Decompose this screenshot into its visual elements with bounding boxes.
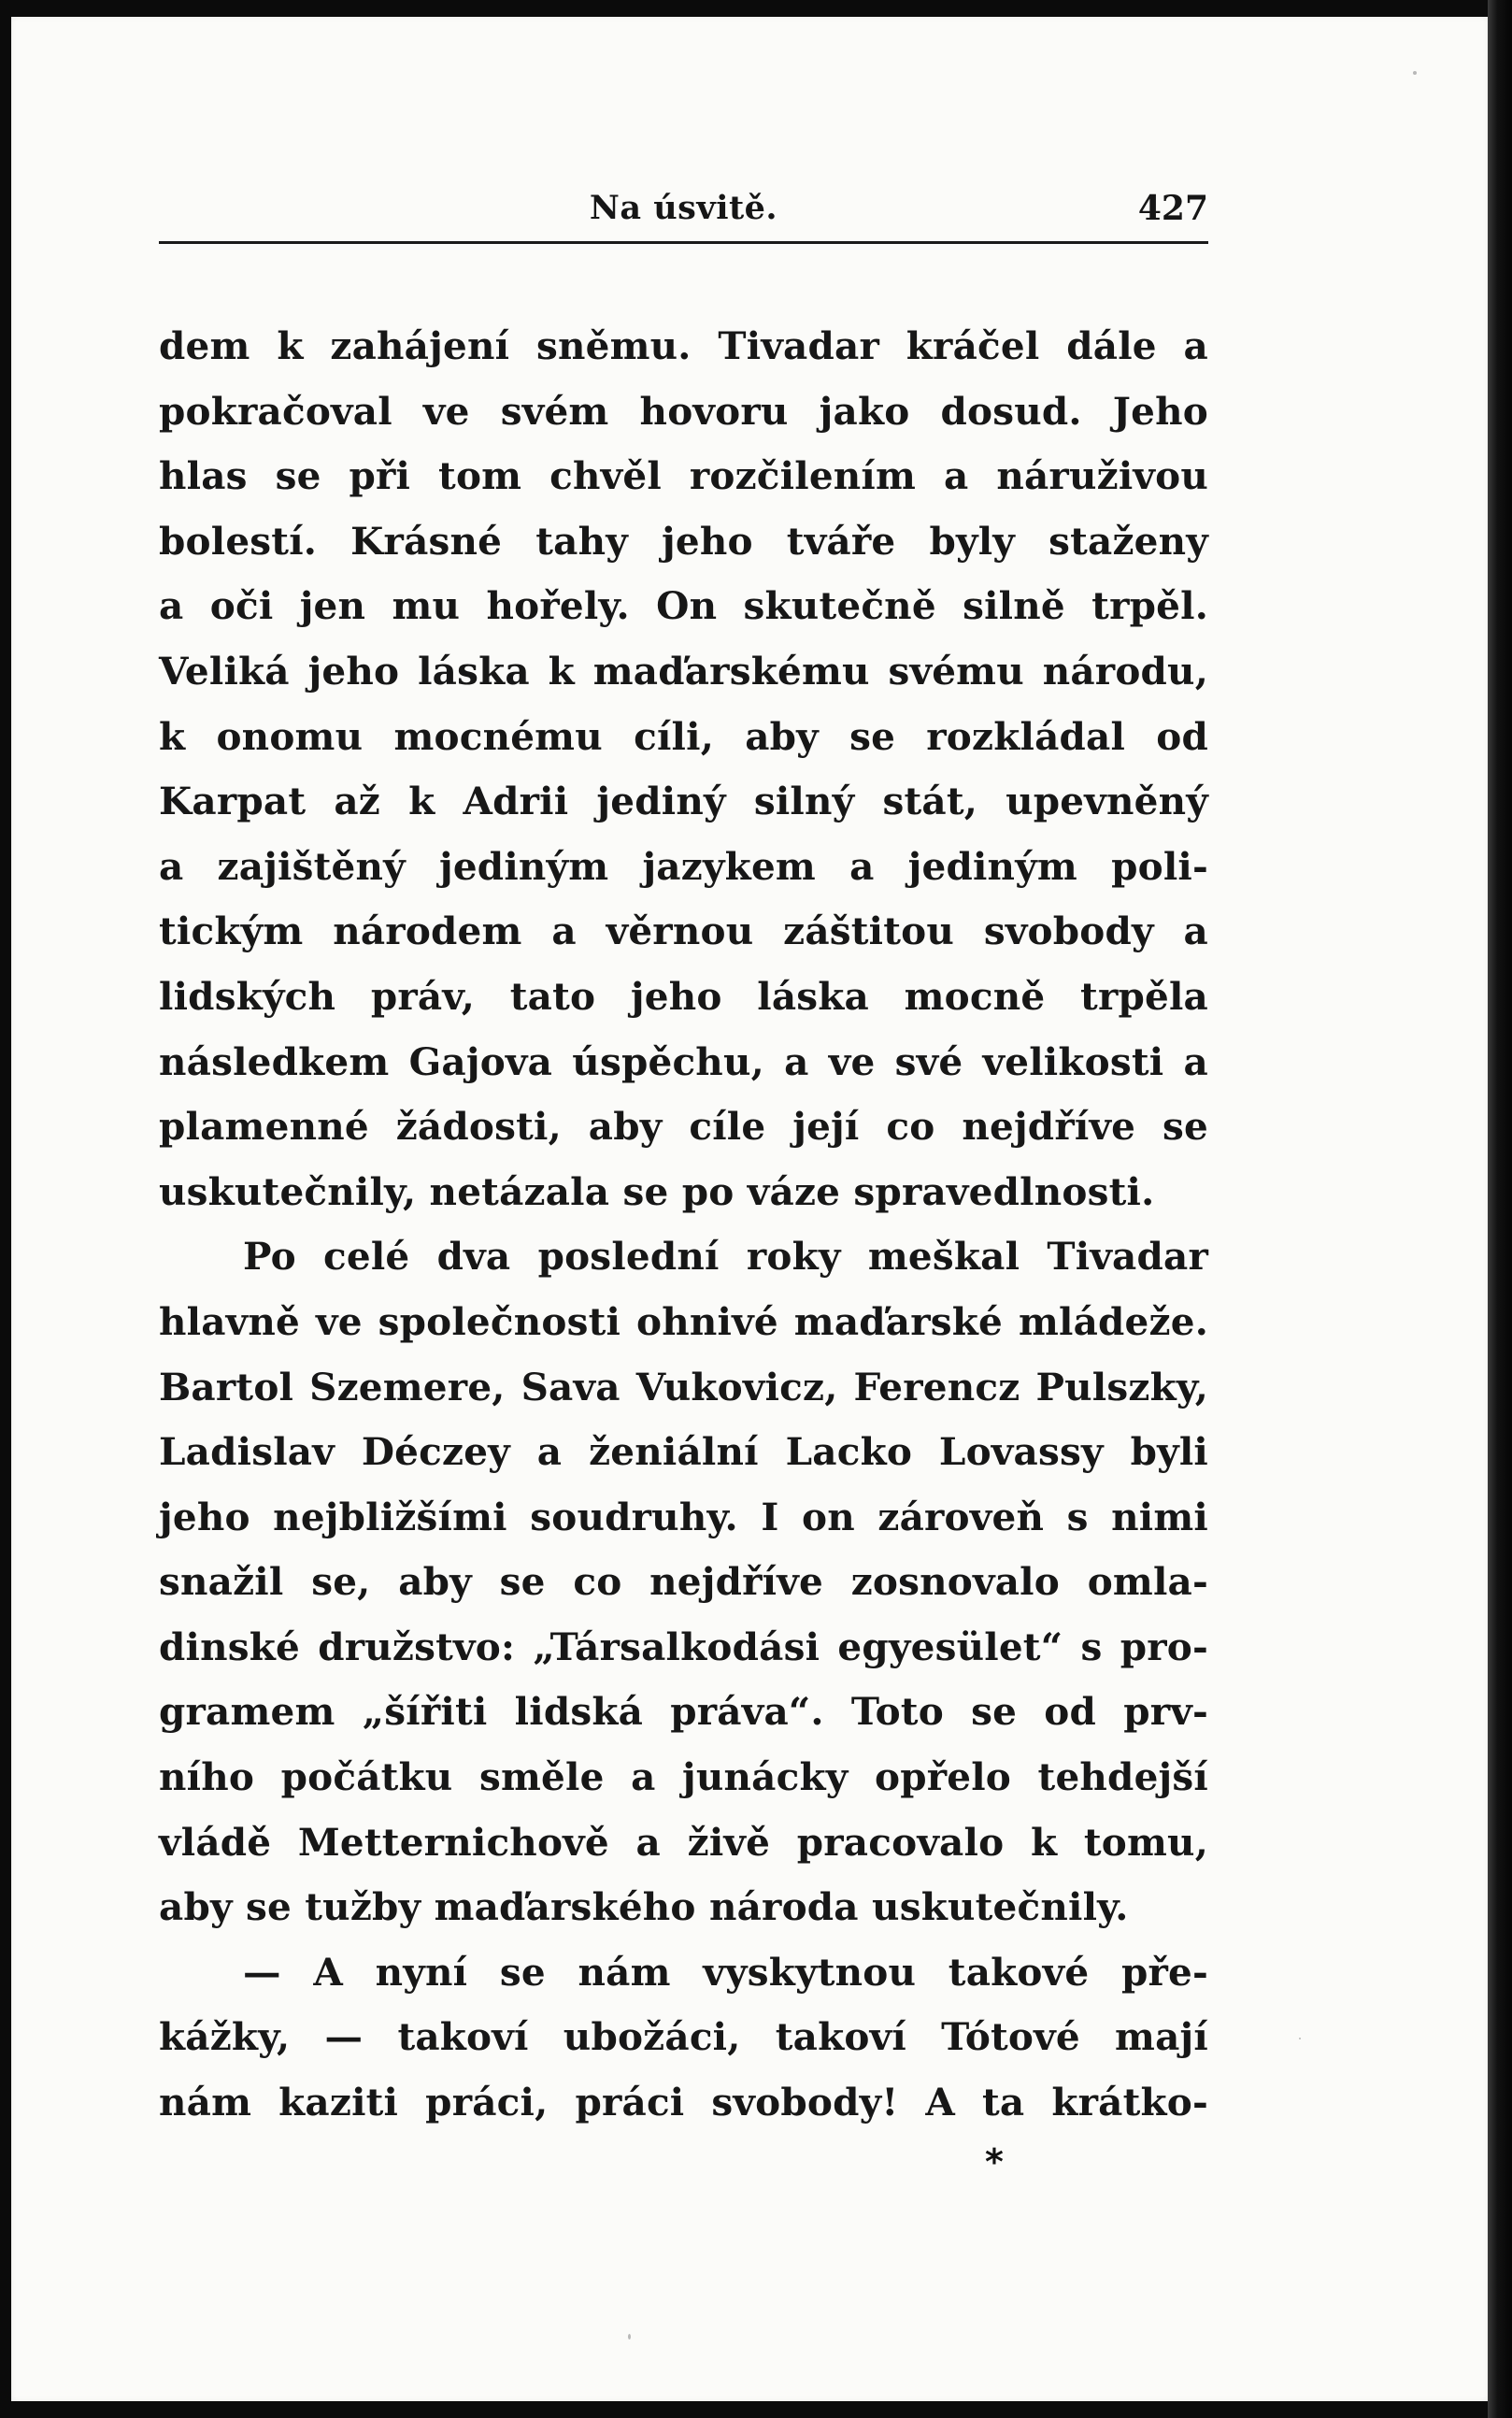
- text-line: vládě Metternichově a živě pracovalo k tomu,: [159, 1819, 1208, 1865]
- text-line: ního počátku směle a junácky opřelo tehdejší: [159, 1754, 1208, 1800]
- body-text: [159, 314, 1208, 2136]
- text-line: snažil se, aby se co nejdříve zosnovalo omla-: [159, 1559, 1208, 1605]
- signature-mark: *: [985, 2141, 1004, 2182]
- running-title: Na úsvitě.: [589, 189, 778, 227]
- text-line: — A nyní se nám vyskytnou takové pře-: [243, 1949, 1208, 1995]
- text-line: hlavně ve společnosti ohnivé maďarské mládeže.: [159, 1298, 1208, 1344]
- text-line: plamenné žádosti, aby cíle její co nejdříve se: [159, 1104, 1208, 1150]
- text-line: lidských práv, tato jeho láska mocně trpěla: [159, 973, 1208, 1019]
- text-line: hlas se při tom chvěl rozčilením a náruživou: [159, 453, 1208, 499]
- paper-speck: [1413, 71, 1417, 75]
- text-line: následkem Gajova úspěchu, a ve své velikosti a: [159, 1038, 1208, 1084]
- text-line: aby se tužby maďarského národa uskutečnily.: [159, 1884, 1129, 1930]
- text-line: dem k zahájení sněmu. Tivadar kráčel dále a: [159, 323, 1208, 368]
- text-line: bolestí. Krásné tahy jeho tváře byly staženy: [159, 518, 1208, 564]
- text-line: kážky, — takoví ubožáci, takoví Tótové mají: [159, 2014, 1208, 2060]
- paper-speck: [1299, 2038, 1301, 2039]
- text-line: Veliká jeho láska k maďarskému svému národu,: [159, 648, 1208, 694]
- text-line: k onomu mocnému cíli, aby se rozkládal od: [159, 713, 1208, 759]
- text-line: Ladislav Déczey a ženiální Lacko Lovassy byli: [159, 1429, 1208, 1475]
- text-line: nám kaziti práci, práci svobody! A ta krátko-: [159, 2080, 1208, 2125]
- text-line: tickým národem a věrnou záštitou svobody a: [159, 909, 1208, 954]
- text-line: Karpat až k Adrii jediný silný stát, upevněný: [159, 779, 1208, 824]
- text-line: Po celé dva poslední roky meškal Tivadar: [243, 1234, 1208, 1280]
- paper-speck: [628, 2334, 631, 2339]
- scan-edge-strip: [1488, 0, 1512, 2418]
- text-line: jeho nejbližšími soudruhy. I on zároveň s nimi: [159, 1494, 1208, 1539]
- text-line: uskutečnily, netázala se po váze spravedlnosti.: [159, 1168, 1155, 1214]
- text-line: pokračoval ve svém hovoru jako dosud. Jeho: [159, 388, 1208, 434]
- page-header: [159, 185, 1208, 244]
- text-line: Bartol Szemere, Sava Vukovicz, Ferencz Pulszky,: [159, 1364, 1208, 1409]
- text-line: a zajištěný jediným jazykem a jediným poli-: [159, 843, 1208, 889]
- page-number: 427: [1137, 189, 1208, 228]
- text-line: dinské družstvo: „Társalkodási egyesület“ s pro-: [159, 1624, 1208, 1669]
- text-line: a oči jen mu hořely. On skutečně silně trpěl.: [159, 583, 1208, 629]
- text-line: gramem „šířiti lidská práva“. Toto se od prv-: [159, 1689, 1208, 1735]
